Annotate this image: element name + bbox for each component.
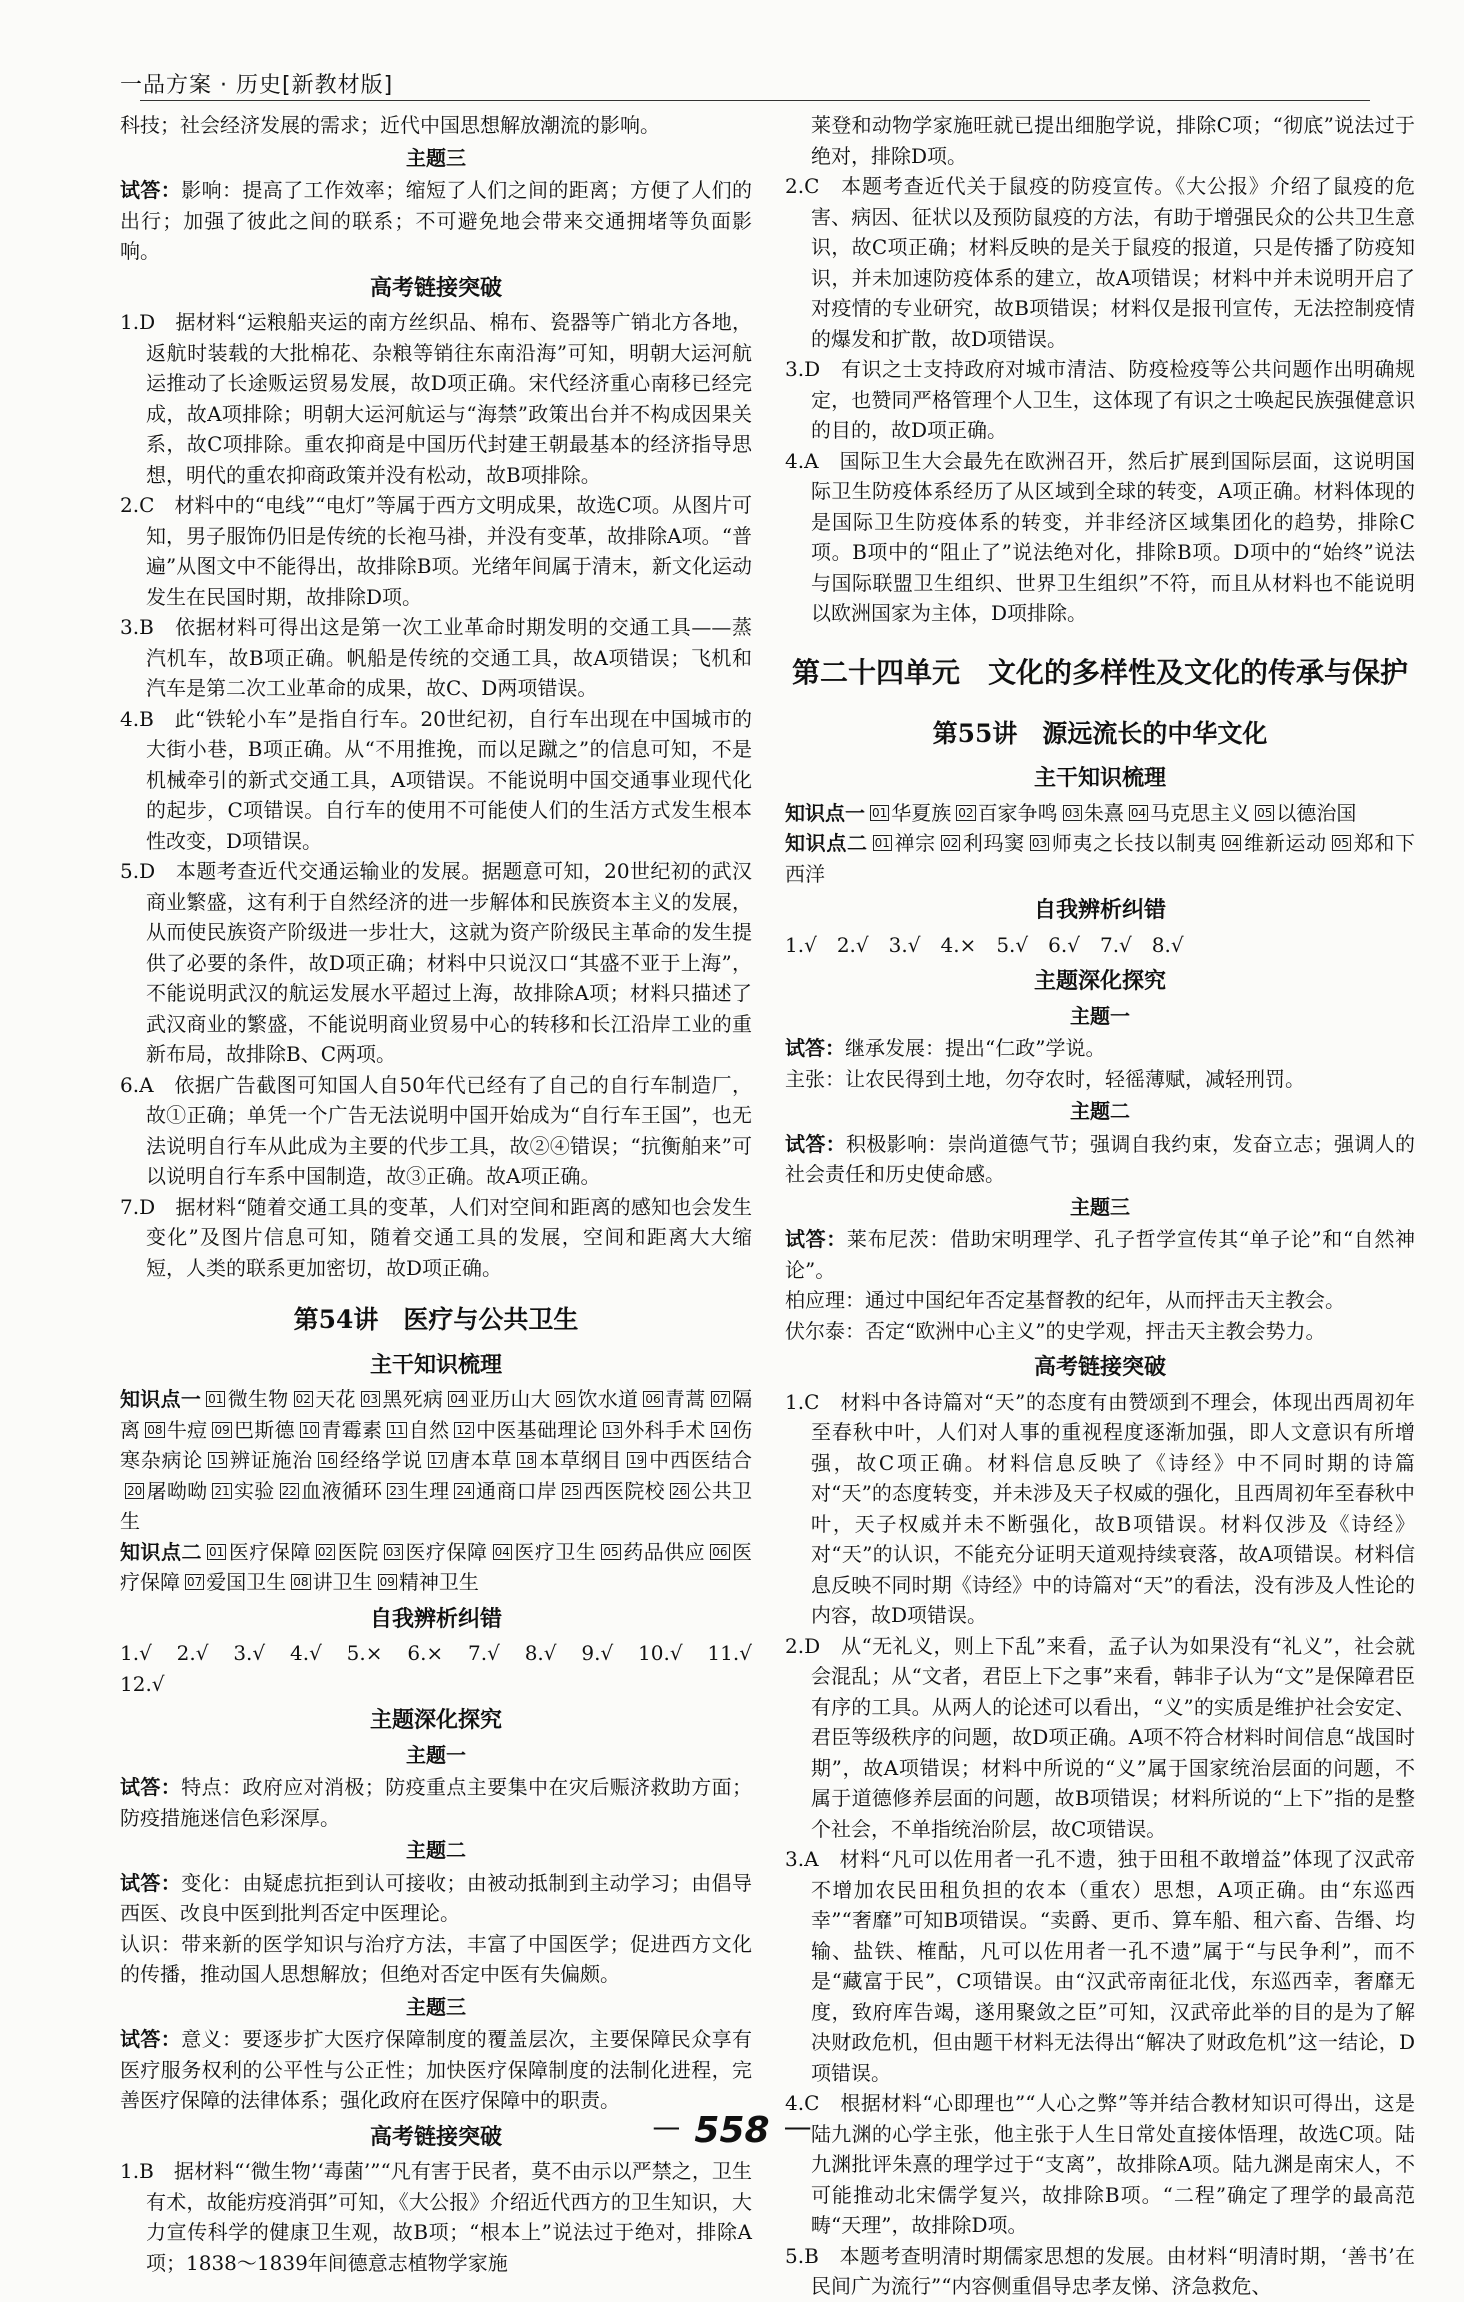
knowledge-term: 医疗卫生 <box>513 1539 597 1564</box>
knowledge-term: 中医基础理论 <box>475 1417 598 1442</box>
knowledge-term: 爱国卫生 <box>206 1570 287 1594</box>
knowledge-term: 马克思主义 <box>1150 800 1251 825</box>
knowledge-number-box: 05 <box>557 1392 574 1406</box>
knowledge-term: 外科手术 <box>624 1417 706 1442</box>
answer-item: 5.D 本题考查近代交通运输业的发展。据题意可知，20世纪初的武汉商业繁盛，这有利于自然经济的进一步解体和民族资本主义的发展，从而使民族资产阶级进一步壮大，这就为资产阶级民主革命的发生提供了必要的条件，故D项正确；材料中只说汉口“其盛不亚于上海”，不能说明武汉的航运发展水平超过上海，故排除A项；材料只描述了武汉商业的繁盛，不能说明商业贸易中心的转移和长江沿岸工业的重新布局，故排除B、C两项。 <box>120 859 752 1066</box>
knowledge-number-box: 02 <box>317 1544 334 1559</box>
page-footer <box>0 2110 1464 2151</box>
knowledge-term: 华夏族 <box>891 800 952 825</box>
section-heading: 主干知识梳理 <box>1033 765 1166 791</box>
answer-text: 影响：提高了工作效率；缩短了人们之间的距离；方便了人们的出行；加强了彼此之间的联系；不可避免地会带来交通拥堵等负面影响。 <box>120 178 753 263</box>
lecture-title: 第54讲 医疗与公共卫生 <box>293 1305 579 1334</box>
knowledge-term: 隔离 <box>120 1387 753 1442</box>
knowledge-term: 医疗保障 <box>405 1539 488 1564</box>
knowledge-term: 实验 <box>233 1478 275 1503</box>
knowledge-term: 伤寒杂病论 <box>120 1417 753 1472</box>
section-heading: 高考链接突破 <box>369 274 502 301</box>
knowledge-number-box: 07 <box>712 1392 728 1406</box>
section-heading: 自我辨析纠错 <box>1033 897 1166 923</box>
knowledge-number-box: 03 <box>362 1392 379 1406</box>
knowledge-term: 青蒿 <box>664 1387 706 1411</box>
knowledge-term: 本草纲目 <box>538 1448 623 1472</box>
knowledge-number-box: 05 <box>603 1544 619 1559</box>
knowledge-number-box: 03 <box>385 1544 401 1559</box>
answer-item: 4.C 根据材料“心即理也”“人心之弊”等并结合教材知识可得出，这是陆九渊的心学主张，他主张于人生日常处直接体悟理，故选C项。陆九渊批评朱熹的理学过于“支离”，故排除A项。陆九渊是南宋人，不可能推动北宋儒学复兴，故排除B项。“二程”确定了理学的最高范畴“天理”，故排除D项。 <box>785 2091 1415 2237</box>
answer-label: 试答： <box>120 1870 182 1895</box>
knowledge-term: 黑死病 <box>382 1387 444 1411</box>
knowledge-number-box: 02 <box>942 836 959 850</box>
knowledge-term: 医院 <box>337 1539 379 1564</box>
knowledge-term: 公共卫生 <box>120 1478 753 1533</box>
knowledge-number-box: 09 <box>214 1422 230 1437</box>
left-column <box>120 110 772 2278</box>
text-paragraph: 伏尔泰：否定“欧洲中心主义”的史学观，抨击天主教会势力。 <box>785 1318 1326 1343</box>
knowledge-number-box: 26 <box>671 1483 688 1498</box>
knowledge-points <box>785 798 1415 829</box>
knowledge-number-box: 02 <box>958 805 974 820</box>
knowledge-point-label: 知识点二 <box>120 1539 203 1564</box>
knowledge-term: 通商口岸 <box>475 1478 558 1503</box>
knowledge-number-box: 17 <box>429 1453 446 1467</box>
knowledge-term: 辨证施治 <box>229 1448 313 1472</box>
knowledge-term: 精神卫生 <box>398 1570 479 1594</box>
knowledge-number-box: 20 <box>127 1483 143 1498</box>
lecture-title: 第55讲 源远流长的中华文化 <box>932 718 1268 748</box>
answer-text: 特点：政府应对消极；防疫重点主要集中在灾后赈济救助方面；防疫措施迷信色彩深厚。 <box>120 1775 753 1830</box>
answer-label: 试答： <box>120 2027 182 2051</box>
knowledge-term: 百家争鸣 <box>977 800 1058 825</box>
footer-dash-left: — <box>652 2110 681 2143</box>
answer-paragraph <box>785 1129 1415 1190</box>
knowledge-term: 医疗保障 <box>120 1539 753 1594</box>
page-number: 558 <box>694 2110 770 2151</box>
knowledge-number-box: 22 <box>281 1483 297 1498</box>
answer-item: 5.B 本题考查明清时期儒家思想的发展。由材料“明清时期，‘善书’在民间广为流行”“内容侧重倡导忠孝友悌、济急救危、 <box>785 2243 1415 2298</box>
knowledge-number-box: 18 <box>519 1453 535 1467</box>
knowledge-number-box: 13 <box>604 1422 621 1437</box>
section-heading: 主干知识梳理 <box>369 1351 502 1378</box>
answer-paragraph <box>120 1772 752 1833</box>
knowledge-number-box: 09 <box>379 1575 395 1589</box>
knowledge-term: 讲卫生 <box>312 1570 373 1594</box>
knowledge-term: 天花 <box>314 1387 356 1411</box>
answer-label: 试答： <box>785 1131 846 1156</box>
knowledge-term: 自然 <box>408 1417 450 1442</box>
knowledge-number-box: 21 <box>214 1483 230 1498</box>
knowledge-term: 血液循环 <box>300 1478 383 1503</box>
knowledge-number-box: 04 <box>450 1392 466 1406</box>
knowledge-number-box: 03 <box>1064 805 1080 820</box>
knowledge-term: 亚历山大 <box>469 1387 551 1411</box>
knowledge-term: 巴斯德 <box>233 1417 295 1442</box>
knowledge-number-box: 19 <box>629 1453 645 1467</box>
knowledge-number-box: 14 <box>712 1422 728 1437</box>
header-rule <box>140 100 1370 101</box>
knowledge-term: 郑和下西洋 <box>785 831 1416 886</box>
knowledge-term: 以德治国 <box>1276 800 1357 825</box>
knowledge-number-box: 12 <box>456 1422 472 1437</box>
answer-label: 试答： <box>785 1227 847 1251</box>
knowledge-term: 生理 <box>408 1478 450 1503</box>
answer-paragraph <box>120 175 752 267</box>
knowledge-term: 青霉素 <box>321 1417 383 1442</box>
knowledge-term: 师夷之长技以制夷 <box>1051 831 1218 855</box>
knowledge-term: 利玛窦 <box>962 831 1025 855</box>
knowledge-term: 中西医结合 <box>648 1448 753 1472</box>
subheading: 主题三 <box>406 145 466 170</box>
answer-text: 积极影响：崇尚道德气节；强调自我约束，发奋立志；强调人的社会责任和历史使命感。 <box>785 1131 1415 1186</box>
knowledge-term: 唐本草 <box>449 1448 513 1472</box>
subheading: 主题二 <box>1070 1099 1130 1123</box>
section-heading: 主题深化探究 <box>1033 968 1166 994</box>
knowledge-term: 医疗保障 <box>228 1539 311 1564</box>
knowledge-term: 维新运动 <box>1243 831 1327 855</box>
knowledge-term: 微生物 <box>227 1387 289 1411</box>
knowledge-number-box: 01 <box>874 836 890 850</box>
answer-label: 试答： <box>120 1775 182 1799</box>
answer-item: 4.B 此“铁轮小车”是指自行车。20世纪初，自行车出现在中国城市的大街小巷，B项正确。从“不用推挽，而以足蹴之”的信息可知，不是机械牵引的新式交通工具，A项错误。不能说明中国交通事业现代化的起步，C项错误。自行车的使用不可能使人们的生活方式发生根本性改变，D项错误。 <box>120 706 752 853</box>
knowledge-number-box: 04 <box>494 1544 510 1559</box>
knowledge-number-box: 15 <box>209 1453 226 1467</box>
knowledge-number-box: 07 <box>187 1575 203 1589</box>
footer-dash-right: — <box>783 2110 812 2143</box>
knowledge-number-box: 25 <box>564 1483 580 1498</box>
text-paragraph: 认识：带来新的医学知识与治疗方法，丰富了中国医学；促进西方文化的传播，推动国人思想解放；但绝对否定中医有失偏颇。 <box>120 1931 752 1986</box>
answer-item: 3.A 材料“凡可以佐用者一孔不遗，独于田租不敢增益”体现了汉武帝不增加农民田租负担的农本（重农）思想，A项正确。由“东巡西幸”“奢靡”可知B项错误。“卖爵、更币、算车船、租六畜、告缗、均输、盐铁、榷酤，凡可以佐用者一孔不遗”属于“与民争利”，而不是“藏富于民”，C项错误。由“汉武帝南征北伐，东巡西幸，奢靡无度，致府库告竭，遂用聚敛之臣”可知，汉武帝此举的目的是为了解决财政危机，但由题干材料无法得出“解决了财政危机”这一结论，D项错误。 <box>785 1847 1415 2085</box>
answer-item: 1.D 据材料“运粮船夹运的南方丝织品、棉布、瓷器等广销北方各地，返航时装载的大批棉花、杂粮等销往东南沿海”可知，明朝大运河航运推动了长途贩运贸易发展，故D项正确。宋代经济重心南移已经完成，故A项排除；明朝大运河航运与“海禁”政策出台并不构成因果关系，故C项排除。重农抑商是中国历代封建王朝最基本的经济指导思想，明代的重农抑商政策并没有松动，故B项排除。 <box>120 310 752 487</box>
knowledge-term: 朱熹 <box>1083 800 1124 825</box>
knowledge-number-box: 01 <box>208 1392 224 1406</box>
subheading: 主题三 <box>1070 1194 1130 1219</box>
answer-item: 7.D 据材料“随着交通工具的变革，人们对空间和距离的感知也会发生变化”及图片信息可知，随着交通工具的发展，空间和距离大大缩短，人类的联系更加密切，故D项正确。 <box>120 1194 752 1280</box>
knowledge-number-box: 01 <box>872 805 888 820</box>
answer-item: 1.C 材料中各诗篇对“天”的态度有由赞颂到不理会，体现出西周初年至春秋中叶，人们对人事的重视程度逐渐加强，即人文意识有所增强，故C项正确。材料信息反映了《诗经》中不同时期的诗篇对“天”的态度转变，并未涉及天子权威的强化，且西周初年至春秋中叶，天子权威并未不断强化，故B项错误。材料仅涉及《诗经》对“天”的认识，不能充分证明天道观持续衰落，故A项错误。材料信息反映不同时期《诗经》中的诗篇对“天”的看法，没有涉及人性论的内容，故D项错误。 <box>785 1389 1415 1627</box>
answer-item: 2.C 材料中的“电线”“电灯”等属于西方文明成果，故选C项。从图片可知，男子服饰仍旧是传统的长袍马褂，并没有变革，故排除A项。“普遍”从图文中不能得出，故排除B项。光绪年间属于清末，新文化运动发生在民国时期，故排除D项。 <box>120 493 752 609</box>
answer-label: 试答： <box>120 178 182 202</box>
text-paragraph: 科技；社会经济发展的需求；近代中国思想解放潮流的影响。 <box>120 113 660 137</box>
answer-item: 2.D 从“无礼义，则上下乱”来看，孟子认为如果没有“礼义”，社会就会混乱；从“文者，君臣上下之事”来看，韩非子认为“文”是保障君臣有序的工具。从两人的论述可以看出，“义”的实质是维护社会安定、君臣等级秩序的问题，故D项正确。A项不符合材料时间信息“战国时期”，故A项错误；材料中所说的“义”属于国家统治层面的问题，不属于道德修养层面的问题，故B项错误；材料所说的“上下”指的是整个社会，不单指统治阶层，故C项错误。 <box>785 1633 1415 1841</box>
knowledge-points <box>785 828 1415 889</box>
knowledge-term: 屠呦呦 <box>146 1478 208 1503</box>
answer-item: 6.A 依据广告截图可知国人自50年代已经有了自己的自行车制造厂，故①正确；单凭一个广告无法说明中国开始成为“自行车王国”，也无法说明自行车从此成为主要的代步工具，故②④错误；“抗衡舶来”可以说明自行车系中国制造，故③正确。故A项正确。 <box>120 1072 752 1188</box>
knowledge-term: 经络学说 <box>339 1448 423 1472</box>
right-column <box>785 110 1415 2302</box>
answer-paragraph <box>120 1868 752 1929</box>
knowledge-number-box: 02 <box>295 1392 311 1406</box>
section-heading: 主题深化探究 <box>369 1707 502 1733</box>
subheading: 主题一 <box>1070 1003 1130 1028</box>
knowledge-number-box: 06 <box>712 1544 728 1559</box>
knowledge-number-box: 04 <box>1224 836 1240 850</box>
section-heading: 自我辨析纠错 <box>369 1605 502 1632</box>
answer-item: 4.A 国际卫生大会最先在欧洲召开，然后扩展到国际层面，这说明国际卫生防疫体系经历了从区域到全球的转变，A项正确。材料体现的是国际卫生防疫体系的转变，并非经济区域集团化的趋势，排除C项。B项中的“阻止了”说法绝对化，排除B项。D项中的“始终”说法与国际联盟卫生组织、世界卫生组织”不符，而且从材料也不能说明以欧洲国家为主体，D项排除。 <box>785 448 1415 625</box>
unit-title: 第二十四单元 文化的多样性及文化的传承与保护 <box>791 655 1408 689</box>
running-header: 一品方案 · 历史[新教材版] <box>120 73 394 98</box>
text-paragraph: 柏应理：通过中国纪年否定基督教的纪年，从而抨击天主教会。 <box>785 1288 1345 1312</box>
knowledge-term: 牛痘 <box>166 1417 208 1442</box>
knowledge-number-box: 06 <box>645 1392 661 1406</box>
knowledge-number-box: 05 <box>1257 805 1273 820</box>
knowledge-number-box: 23 <box>389 1483 405 1498</box>
subheading: 主题二 <box>406 1838 466 1862</box>
knowledge-number-box: 16 <box>319 1453 336 1467</box>
answer-item: 2.C 本题考查近代关于鼠疫的防疫宣传。《大公报》介绍了鼠疫的危害、病因、征状以及预防鼠疫的方法，有助于增强民众的公共卫生意识，故C项正确；材料反映的是关于鼠疫的报道，只是传播了防疫知识，并未加速防疫体系的建立，故A项错误；材料中并未说明开启了对疫情的专业研究，故B项错误；材料仅是报刊宣传，无法控制疫情的爆发和扩散，故D项错误。 <box>785 174 1415 351</box>
subheading: 主题三 <box>406 1994 466 2019</box>
knowledge-term: 西医院校 <box>583 1478 665 1503</box>
knowledge-term: 药品供应 <box>622 1539 706 1564</box>
knowledge-points <box>120 1384 752 1537</box>
answer-text: 变化：由疑虑抗拒到认可接收；由被动抵制到主动学习；由倡导西医、改良中医到批判否定中医理论。 <box>120 1870 753 1925</box>
knowledge-number-box: 08 <box>147 1422 163 1437</box>
answer-paragraph <box>785 1224 1415 1285</box>
knowledge-point-label: 知识点二 <box>785 831 868 855</box>
knowledge-number-box: 04 <box>1130 805 1147 820</box>
knowledge-number-box: 03 <box>1031 836 1048 850</box>
answer-paragraph <box>120 2024 752 2116</box>
knowledge-term: 饮水道 <box>577 1387 639 1411</box>
knowledge-number-box: 05 <box>1333 836 1350 850</box>
answer-item-continued: 莱登和动物学家施旺就已提出细胞学说，排除C项；“彻底”说法过于绝对，排除D项。 <box>811 113 1415 168</box>
answer-text: 意义：要逐步扩大医疗保障制度的覆盖层次，主要保障民众享有医疗服务权利的公平性与公正性；加快医疗保障制度的法制化进程，完善医疗保障的法律体系；强化政府在医疗保障中的职责。 <box>120 2027 753 2112</box>
section-heading: 高考链接突破 <box>369 2123 502 2150</box>
answer-item: 1.B 据材料“‘微生物’‘毒菌’”“凡有害于民者，莫不由示以严禁之，卫生有术，故能疠疫消弭”可知，《大公报》介绍近代西方的卫生知识，大力宣传科学的健康卫生观，故B项；“根本上”说法过于绝对，排除A项；1838～1839年间德意志植物学家施 <box>120 2159 752 2275</box>
knowledge-point-label: 知识点一 <box>120 1387 202 1411</box>
knowledge-points <box>120 1537 752 1598</box>
section-heading: 高考链接突破 <box>1033 1354 1166 1380</box>
answer-text: 继承发展：提出“仁政”学说。 <box>845 1036 1106 1060</box>
answer-label: 试答： <box>785 1036 845 1060</box>
text-paragraph: 1.√ 2.√ 3.√ 4.× 5.√ 6.√ 7.√ 8.√ <box>785 932 1184 957</box>
subheading: 主题一 <box>406 1742 466 1767</box>
text-paragraph: 主张：让农民得到土地，勿夺农时，轻徭薄赋，减轻刑罚。 <box>785 1066 1305 1091</box>
answer-text: 莱布尼茨：借助宋明理学、孔子哲学宣传其“单子论”和“自然神论”。 <box>785 1227 1415 1282</box>
answer-item: 3.B 依据材料可得出这是第一次工业革命时期发明的交通工具——蒸汽机车，故B项正确。帆船是传统的交通工具，故A项错误；飞机和汽车是第二次工业革命的成果，故C、D两项错误。 <box>120 615 752 700</box>
knowledge-term: 禅宗 <box>893 831 936 855</box>
knowledge-number-box: 10 <box>301 1422 318 1437</box>
answer-paragraph <box>785 1033 1415 1064</box>
knowledge-number-box: 24 <box>456 1483 472 1498</box>
knowledge-point-label: 知识点一 <box>785 800 865 825</box>
knowledge-number-box: 08 <box>293 1575 309 1589</box>
answer-item: 3.D 有识之士支持政府对城市清洁、防疫检疫等公共问题作出明确规定，也赞同严格管理个人卫生，这体现了有识之士唤起民族强健意识的目的，故D项正确。 <box>785 357 1415 442</box>
knowledge-number-box: 01 <box>209 1544 225 1559</box>
text-paragraph: 1.√ 2.√ 3.√ 4.√ 5.× 6.× 7.√ 8.√ 9.√ 10.√ 11.√ 12.√ <box>120 1641 772 1696</box>
knowledge-number-box: 11 <box>389 1422 405 1437</box>
